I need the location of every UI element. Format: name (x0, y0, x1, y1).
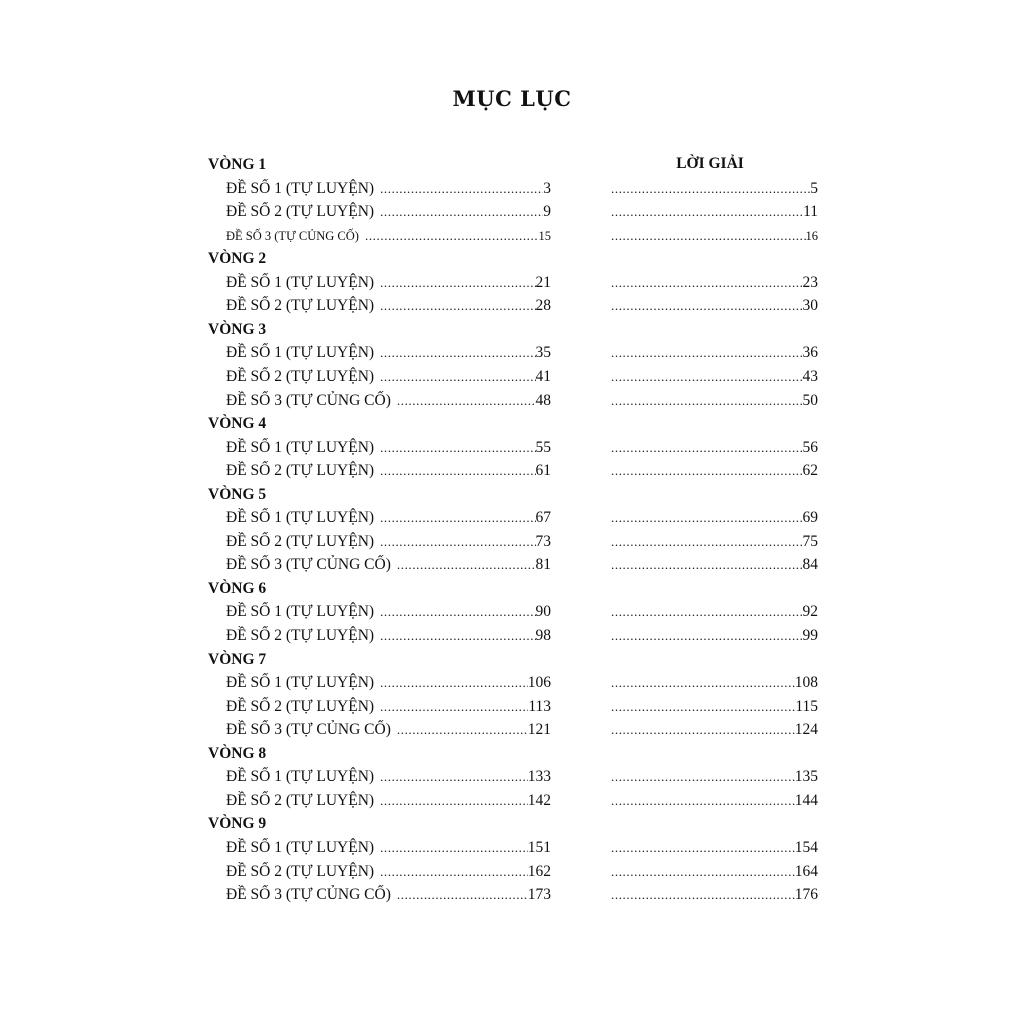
round-heading: VÒNG 2 (208, 250, 267, 268)
dot-leader (380, 767, 528, 787)
round-heading: VÒNG 3 (208, 320, 267, 338)
toc-entry[interactable] (226, 838, 551, 858)
toc-entry-page: 35 (535, 344, 551, 362)
answer-entry-page: 11 (803, 203, 818, 221)
dot-leader (611, 838, 795, 858)
toc-entry[interactable] (226, 626, 551, 646)
dot-leader (380, 673, 528, 693)
answer-entry[interactable] (611, 343, 818, 363)
answer-entry-page: 176 (794, 886, 818, 904)
dot-leader (611, 461, 803, 481)
answer-entry-page: 30 (802, 297, 818, 315)
answer-entry-page: 124 (794, 721, 818, 739)
toc-entry-page: 81 (535, 556, 551, 574)
answer-entry[interactable] (611, 720, 818, 740)
answer-entry-page: 16 (805, 228, 818, 243)
toc-entry-title: ĐỀ SỐ 3 (TỰ CỦNG CỐ) (226, 721, 391, 739)
answer-entry[interactable] (611, 461, 818, 481)
answer-entry[interactable] (611, 555, 818, 575)
toc-entry[interactable] (226, 273, 551, 293)
toc-entry-page: 48 (535, 391, 551, 409)
toc-entry-title: ĐỀ SỐ 2 (TỰ LUYỆN) (226, 627, 375, 644)
toc-entry-title: ĐỀ SỐ 3 (TỰ CỦNG CỐ) (226, 556, 391, 574)
toc-entry[interactable] (226, 179, 551, 199)
answer-entry[interactable] (611, 626, 818, 646)
dot-leader (380, 179, 543, 199)
answer-entry[interactable] (611, 838, 818, 858)
dot-leader (380, 296, 535, 316)
dot-leader (380, 838, 528, 858)
dot-leader (611, 391, 803, 411)
answer-entry[interactable] (611, 532, 818, 552)
toc-entry-title: ĐỀ SỐ 1 (TỰ LUYỆN) (226, 603, 375, 621)
toc-entry-title: ĐỀ SỐ 1 (TỰ LUYỆN) (226, 344, 375, 362)
answer-entry-page: 164 (794, 862, 818, 880)
dot-leader (380, 626, 535, 646)
toc-entry-title: ĐỀ SỐ 3 (TỰ CỦNG CỐ) (226, 391, 391, 409)
dot-leader (380, 202, 543, 222)
toc-entry[interactable] (226, 602, 551, 622)
answers-column-header: LỜI GIẢI (676, 155, 744, 172)
round-heading: VÒNG 1 (208, 156, 267, 173)
answer-entry[interactable] (611, 202, 818, 222)
round-heading: VÒNG 5 (208, 485, 267, 503)
answer-entry-page: 84 (802, 556, 818, 574)
dot-leader (611, 697, 795, 717)
toc-entry-page: 15 (538, 228, 551, 243)
dot-leader (380, 438, 535, 458)
answer-entry[interactable] (611, 273, 818, 293)
answer-entry-page: 75 (802, 532, 818, 550)
answer-entry[interactable] (611, 673, 818, 693)
toc-entry-page: 21 (535, 273, 551, 291)
toc-entry[interactable] (226, 343, 551, 363)
dot-leader (611, 226, 806, 246)
dot-leader (611, 720, 795, 740)
dot-leader (397, 391, 536, 411)
toc-entry-page: 73 (535, 532, 551, 550)
answer-entry-page: 99 (802, 627, 818, 644)
answer-entry-page: 23 (802, 273, 818, 291)
toc-entry-page: 173 (527, 886, 551, 904)
toc-entry[interactable] (226, 673, 551, 693)
toc-entry-title: ĐỀ SỐ 1 (TỰ LUYỆN) (226, 438, 375, 456)
dot-leader (380, 367, 535, 387)
toc-entry-title: ĐỀ SỐ 2 (TỰ LUYỆN) (226, 791, 375, 809)
dot-leader (611, 179, 810, 199)
dot-leader (611, 673, 795, 693)
round-heading: VÒNG 7 (208, 650, 267, 668)
dot-leader (611, 367, 803, 387)
toc-entry-title: ĐỀ SỐ 2 (TỰ LUYỆN) (226, 532, 375, 550)
round-heading: VÒNG 9 (208, 815, 267, 833)
toc-entry[interactable] (226, 391, 551, 411)
toc-entry-title: ĐỀ SỐ 1 (TỰ LUYỆN) (226, 273, 375, 291)
answer-entry-page: 92 (802, 603, 818, 621)
toc-entry[interactable] (226, 226, 551, 246)
dot-leader (611, 508, 803, 528)
toc-entry-page: 3 (543, 179, 551, 197)
dot-leader (397, 720, 528, 740)
toc-entry-page: 162 (527, 862, 551, 880)
toc-entry-page: 151 (527, 838, 551, 856)
toc-entry-title: ĐỀ SỐ 2 (TỰ LUYỆN) (226, 697, 375, 715)
answer-entry[interactable] (611, 438, 818, 458)
toc-entry-page: 9 (543, 203, 551, 221)
toc-entry[interactable] (226, 202, 551, 222)
toc-entry-page: 113 (528, 697, 551, 715)
toc-entry[interactable] (226, 791, 551, 811)
dot-leader (611, 602, 803, 622)
dot-leader (611, 202, 803, 222)
toc-entry-page: 90 (535, 603, 551, 621)
toc-entry-page: 55 (535, 438, 551, 456)
toc-entry[interactable] (226, 508, 551, 528)
dot-leader (380, 532, 535, 552)
answer-entry-page: 5 (810, 179, 818, 197)
round-heading: VÒNG 8 (208, 744, 267, 762)
dot-leader (611, 555, 803, 575)
dot-leader (380, 602, 535, 622)
toc-entry[interactable] (226, 697, 551, 717)
dot-leader (611, 626, 803, 646)
dot-leader (380, 461, 535, 481)
toc-entry-title: ĐỀ SỐ 2 (TỰ LUYỆN) (226, 862, 375, 880)
answer-entry-page: 43 (802, 367, 818, 385)
toc-entry-page: 67 (535, 509, 551, 527)
toc-entry-title: ĐỀ SỐ 2 (TỰ LUYỆN) (226, 367, 375, 385)
toc-entry[interactable] (226, 862, 551, 882)
answer-entry[interactable] (611, 767, 818, 787)
dot-leader (397, 885, 528, 905)
dot-leader (611, 296, 803, 316)
answer-entry-page: 56 (802, 438, 818, 456)
toc-entry[interactable] (226, 720, 551, 740)
toc-entry-title: ĐỀ SỐ 2 (TỰ LUYỆN) (226, 203, 375, 221)
dot-leader (365, 226, 539, 246)
dot-leader (611, 862, 795, 882)
dot-leader (611, 885, 795, 905)
answer-entry-page: 62 (802, 462, 818, 480)
answer-entry[interactable] (611, 179, 818, 199)
dot-leader (380, 508, 535, 528)
toc-entry[interactable] (226, 367, 551, 387)
answer-entry-page: 154 (794, 838, 818, 856)
dot-leader (611, 532, 803, 552)
dot-leader (380, 697, 528, 717)
answer-entry-page: 108 (794, 674, 818, 692)
toc-entry-title: ĐỀ SỐ 1 (TỰ LUYỆN) (226, 674, 375, 692)
answer-entry-page: 135 (794, 768, 818, 786)
answer-entry[interactable] (611, 296, 818, 316)
answer-entry[interactable] (611, 226, 818, 246)
dot-leader (611, 273, 803, 293)
dot-leader (380, 273, 535, 293)
toc-entry-title: ĐỀ SỐ 1 (TỰ LUYỆN) (226, 768, 375, 786)
answer-entry-page: 115 (795, 697, 818, 715)
answer-entry[interactable] (611, 602, 818, 622)
toc-entry[interactable] (226, 885, 551, 905)
toc-entry[interactable] (226, 767, 551, 787)
toc-entry[interactable] (226, 555, 551, 575)
toc-entry-title: ĐỀ SỐ 1 (TỰ LUYỆN) (226, 179, 375, 197)
answer-entry[interactable] (611, 367, 818, 387)
dot-leader (380, 791, 528, 811)
toc-entry-page: 28 (535, 297, 551, 315)
toc-entry-page: 106 (527, 674, 551, 692)
toc-entry-page: 133 (527, 768, 551, 786)
answer-entry-page: 69 (802, 509, 818, 527)
dot-leader (380, 862, 528, 882)
answer-entry-page: 144 (794, 791, 818, 809)
toc-entry-page: 121 (527, 721, 551, 739)
dot-leader (380, 343, 535, 363)
toc-entry[interactable] (226, 296, 551, 316)
toc-entry-title: ĐỀ SỐ 2 (TỰ LUYỆN) (226, 462, 375, 480)
toc-entry-page: 98 (535, 627, 551, 644)
toc-entry-title: ĐỀ SỐ 1 (TỰ LUYỆN) (226, 838, 375, 856)
dot-leader (611, 791, 795, 811)
dot-leader (397, 555, 536, 575)
toc-entry[interactable] (226, 461, 551, 481)
answer-entry-page: 36 (802, 344, 818, 362)
toc-entry-title: ĐỀ SỐ 1 (TỰ LUYỆN) (226, 509, 375, 527)
toc-entry-page: 41 (535, 367, 551, 385)
answer-entry-page: 50 (802, 391, 818, 409)
page-title: MỤC LỤC (452, 86, 572, 111)
toc-entry[interactable] (226, 532, 551, 552)
dot-leader (611, 438, 803, 458)
answer-entry[interactable] (611, 791, 818, 811)
toc-entry-title: ĐỀ SỐ 3 (TỰ CỦNG CỐ) (226, 228, 359, 243)
toc-entry-title: ĐỀ SỐ 2 (TỰ LUYỆN) (226, 297, 375, 315)
toc-entry-page: 142 (527, 791, 551, 809)
dot-leader (611, 343, 803, 363)
answer-entry[interactable] (611, 697, 818, 717)
dot-leader (611, 767, 795, 787)
toc-entry-page: 61 (535, 462, 551, 480)
answer-entry[interactable] (611, 391, 818, 411)
answer-entry[interactable] (611, 862, 818, 882)
round-heading: VÒNG 6 (208, 579, 267, 597)
answer-entry[interactable] (611, 885, 818, 905)
answer-entry[interactable] (611, 508, 818, 528)
round-heading: VÒNG 4 (208, 415, 267, 433)
toc-entry[interactable] (226, 438, 551, 458)
toc-entry-title: ĐỀ SỐ 3 (TỰ CỦNG CỐ) (226, 886, 391, 904)
